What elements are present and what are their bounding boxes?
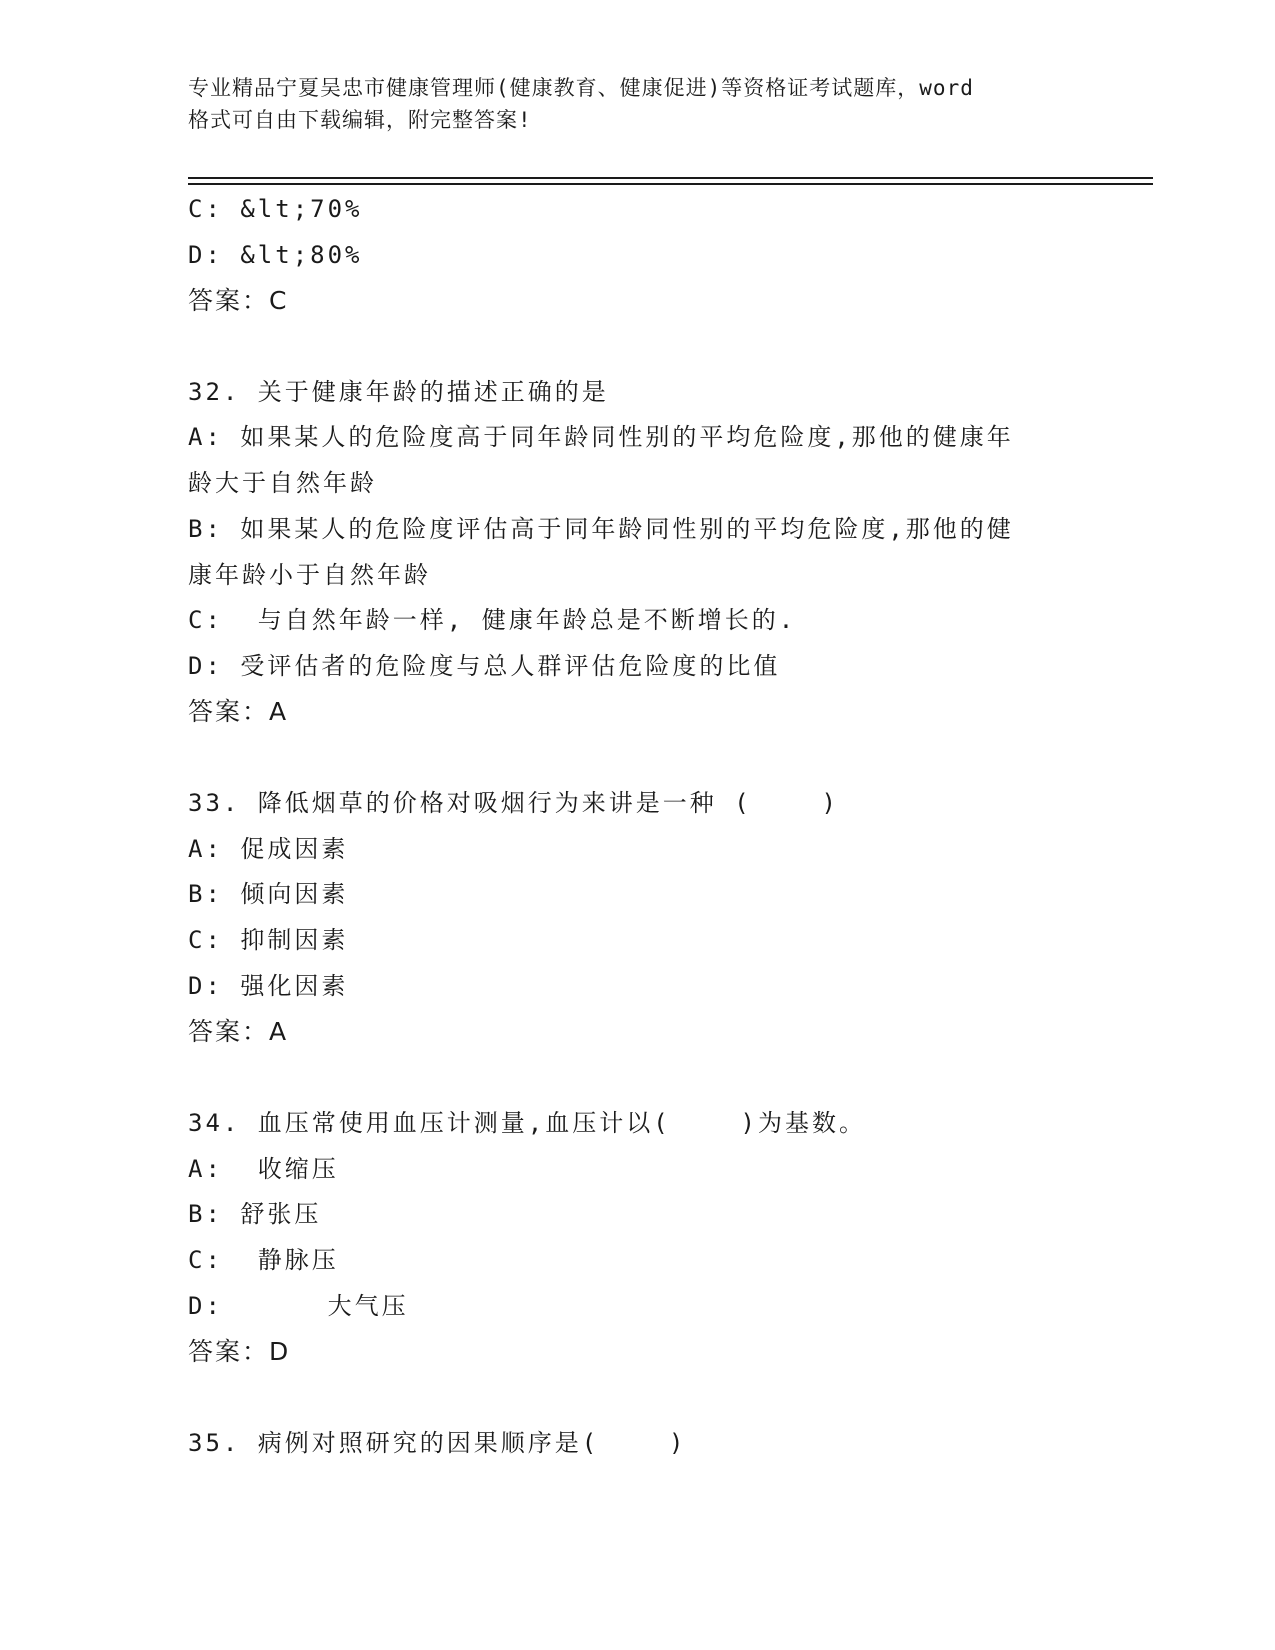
q33-option-d: D: 强化因素 bbox=[188, 972, 349, 1000]
header-line-1: 专业精品宁夏吴忠市健康管理师(健康教育、健康促进)等资格证考试题库，word bbox=[188, 76, 974, 100]
q34-question: 34. 血压常使用血压计测量,血压计以( )为基数。 bbox=[188, 1109, 866, 1137]
q34-option-c: C: 静脉压 bbox=[188, 1246, 339, 1274]
q34-option-d: D: 大气压 bbox=[188, 1292, 409, 1320]
header-line-2: 格式可自由下载编辑，附完整答案! bbox=[188, 108, 532, 132]
q32-question: 32. 关于健康年龄的描述正确的是 bbox=[188, 378, 609, 406]
q33-answer: 答案：A bbox=[188, 1017, 289, 1046]
q35-question: 35. 病例对照研究的因果顺序是( ) bbox=[188, 1429, 687, 1457]
q32-option-d: D: 受评估者的危险度与总人群评估危险度的比值 bbox=[188, 652, 781, 680]
q34-option-b: B: 舒张压 bbox=[188, 1200, 322, 1228]
q33-option-a: A: 促成因素 bbox=[188, 835, 349, 863]
header-rule-bottom bbox=[188, 183, 1153, 185]
q32-option-c: C: 与自然年龄一样, 健康年龄总是不断增长的. bbox=[188, 606, 797, 634]
q32-option-a-line2: 龄大于自然年龄 bbox=[188, 469, 377, 497]
q32-option-b-line2: 康年龄小于自然年龄 bbox=[188, 561, 431, 589]
q33-option-c: C: 抑制因素 bbox=[188, 926, 349, 954]
q33-question: 33. 降低烟草的价格对吸烟行为来讲是一种 ( ) bbox=[188, 789, 839, 817]
q32-option-a-line1: A: 如果某人的危险度高于同年龄同性别的平均危险度,那他的健康年 bbox=[188, 423, 1014, 451]
q31-option-d: D: &lt;80% bbox=[188, 241, 363, 269]
header-rule-top bbox=[188, 177, 1153, 179]
q31-answer: 答案：C bbox=[188, 286, 289, 315]
q32-answer: 答案：A bbox=[188, 697, 289, 726]
q32-option-b-line1: B: 如果某人的危险度评估高于同年龄同性别的平均危险度,那他的健 bbox=[188, 515, 1014, 543]
q33-option-b: B: 倾向因素 bbox=[188, 880, 349, 908]
q31-option-c: C: &lt;70% bbox=[188, 195, 363, 223]
q34-option-a: A: 收缩压 bbox=[188, 1155, 339, 1183]
q34-answer: 答案：D bbox=[188, 1337, 291, 1366]
document-header bbox=[188, 72, 1068, 136]
